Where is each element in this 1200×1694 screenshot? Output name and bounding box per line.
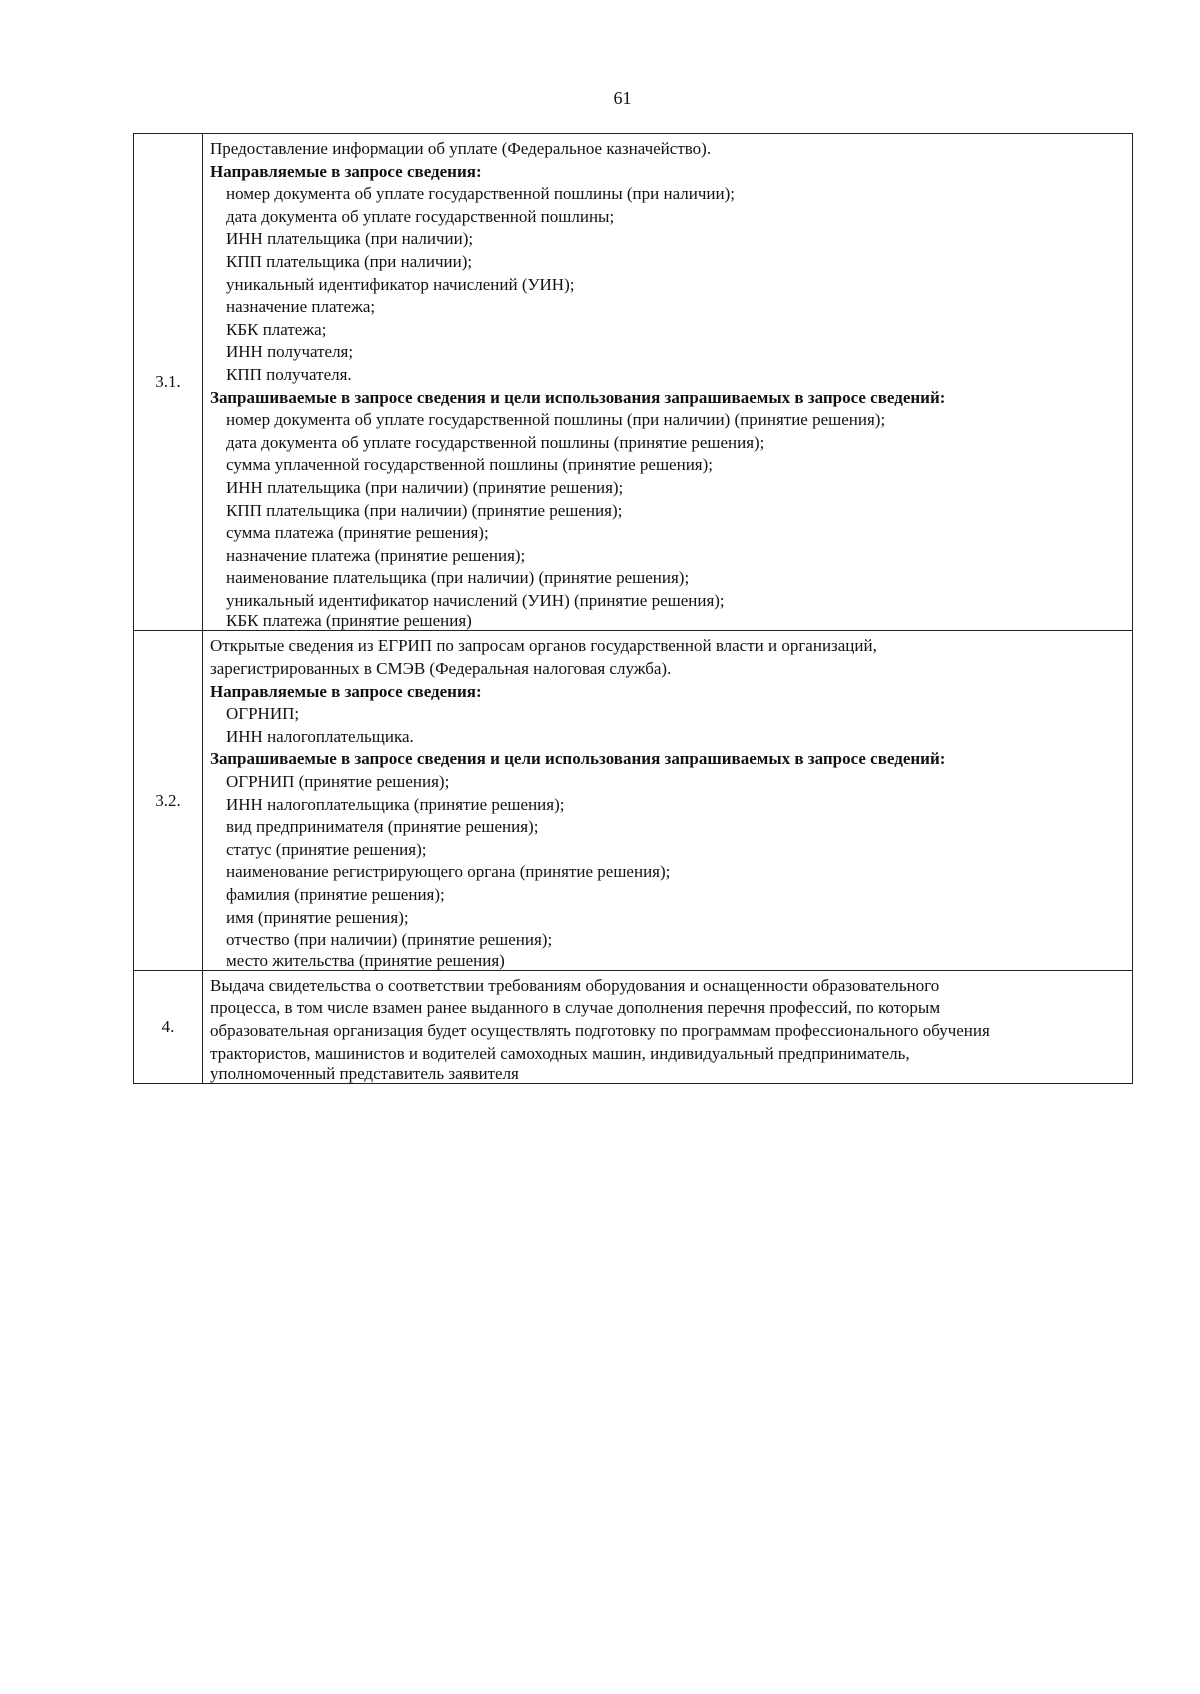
row-content — [203, 970, 1133, 1083]
table-row — [134, 970, 1133, 1083]
content-line: сумма платежа (принятие решения); — [226, 523, 489, 543]
content-line: вид предпринимателя (принятие решения); — [226, 817, 539, 837]
table-row — [134, 134, 1133, 631]
content-line: назначение платежа; — [226, 297, 376, 317]
content-line: дата документа об уплате государственной пошлины (принятие решения); — [226, 432, 765, 452]
content-line: статус (принятие решения); — [226, 839, 427, 859]
content-line: наименование регистрирующего органа (принятие решения); — [226, 862, 671, 882]
section-heading: Запрашиваемые в запросе сведения и цели использования запрашиваемых в запросе сведений: — [210, 387, 946, 407]
section-heading: Запрашиваемые в запросе сведения и цели использования запрашиваемых в запросе сведений: — [210, 749, 946, 769]
content-line: процесса, в том числе взамен ранее выданного в случае дополнения перечня профессий, по которым — [210, 998, 941, 1018]
content-line: ИНН налогоплательщика. — [226, 726, 414, 746]
row-number: 3.1. — [134, 134, 203, 631]
content-line: ОГРНИП (принятие решения); — [226, 772, 450, 792]
content-line: Выдача свидетельства о соответствии требованиям оборудования и оснащенности образовательного — [210, 975, 940, 995]
row-number: 3.2. — [134, 631, 203, 970]
content-line: уполномоченный представитель заявителя — [210, 1064, 519, 1084]
content-line: КПП плательщика (при наличии) (принятие решения); — [226, 500, 623, 520]
content-line: место жительства (принятие решения) — [226, 950, 505, 970]
content-line: отчество (при наличии) (принятие решения); — [226, 930, 553, 950]
content-line: образовательная организация будет осуществлять подготовку по программам профессионального обучения — [210, 1020, 990, 1040]
content-line: КПП плательщика (при наличии); — [226, 251, 473, 271]
row-number: 4. — [134, 970, 203, 1083]
content-line: наименование плательщика (при наличии) (принятие решения); — [226, 568, 690, 588]
content-line: ИНН налогоплательщика (принятие решения); — [226, 794, 565, 814]
content-line: Открытые сведения из ЕГРИП по запросам органов государственной власти и организаций, — [210, 636, 877, 656]
content-line: ИНН плательщика (при наличии) (принятие решения); — [226, 477, 624, 497]
content-line: КПП получателя. — [226, 364, 352, 384]
content-line: ИНН плательщика (при наличии); — [226, 229, 474, 249]
table-body — [134, 134, 1133, 1084]
page-number: 61 — [613, 88, 632, 108]
content-line: уникальный идентификатор начислений (УИН) (принятие решения); — [226, 590, 725, 610]
section-heading: Направляемые в запросе сведения: — [210, 161, 482, 181]
content-line: уникальный идентификатор начислений (УИН); — [226, 274, 575, 294]
content-line: зарегистрированных в СМЭВ (Федеральная налоговая служба). — [210, 659, 672, 679]
content-line: ИНН получателя; — [226, 342, 354, 362]
row-content — [203, 134, 1133, 631]
content-line: дата документа об уплате государственной пошлины; — [226, 206, 615, 226]
content-line: номер документа об уплате государственной пошлины (при наличии); — [226, 184, 735, 204]
services-table — [133, 133, 1133, 1084]
content-line: КБК платежа; — [226, 319, 327, 339]
content-line: КБК платежа (принятие решения) — [226, 611, 472, 631]
content-line: сумма уплаченной государственной пошлины (принятие решения); — [226, 455, 713, 475]
content-line: фамилия (принятие решения); — [226, 885, 445, 904]
content-line: номер документа об уплате государственной пошлины (при наличии) (принятие решения); — [226, 410, 886, 430]
content-line: Предоставление информации об уплате (Федеральное казначейство). — [210, 139, 712, 158]
content-line: имя (принятие решения); — [226, 907, 409, 927]
row-content — [203, 631, 1133, 970]
content-line: назначение платежа (принятие решения); — [226, 545, 526, 565]
table-row — [134, 631, 1133, 970]
content-line: трактористов, машинистов и водителей самоходных машин, индивидуальный предприниматель, — [210, 1043, 910, 1063]
section-heading: Направляемые в запросе сведения: — [210, 681, 482, 701]
content-line: ОГРНИП; — [226, 704, 300, 724]
